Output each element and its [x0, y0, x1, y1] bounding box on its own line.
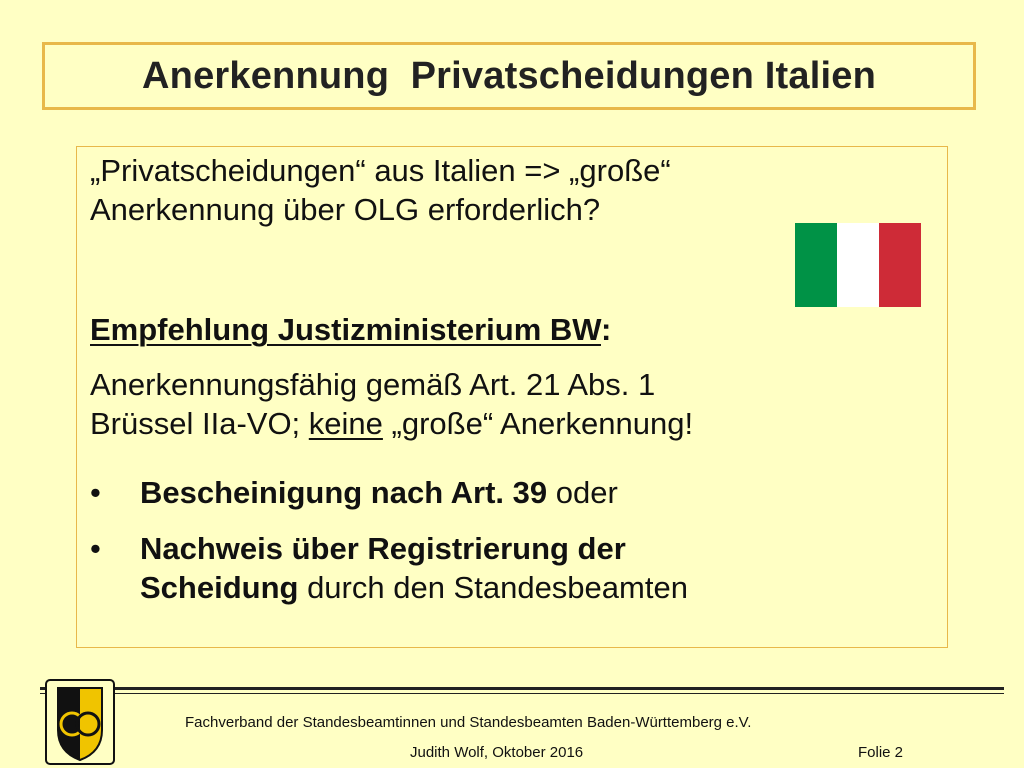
- bullet-1-normal: oder: [547, 475, 618, 510]
- bullet-item-1: [140, 473, 618, 512]
- bullet-2-normal: durch den Standesbeamten: [298, 570, 688, 605]
- title-box: [42, 42, 976, 110]
- recommendation-heading: [90, 310, 611, 349]
- question-line-2: Anerkennung über OLG erforderlich?: [90, 192, 601, 227]
- footer-author-date: Judith Wolf, Oktober 2016: [410, 744, 584, 761]
- bullet-marker-2: •: [90, 531, 101, 566]
- statement-keine: keine: [308, 406, 383, 441]
- statement-line-2: [90, 404, 693, 443]
- bullet-item-2: [140, 529, 688, 607]
- statement-paragraph: [90, 365, 693, 443]
- slide-title: Anerkennung Privatscheidungen Italien: [142, 54, 876, 97]
- recommendation-colon: :: [600, 312, 612, 347]
- content-box: [76, 146, 948, 648]
- bullet-2-line-2: [140, 568, 688, 607]
- recommendation-heading-text: Empfehlung Justizministerium BW: [90, 312, 601, 347]
- question-paragraph: [90, 151, 671, 229]
- italian-flag-icon: [795, 223, 921, 307]
- footer-divider-thick: [40, 687, 1004, 690]
- statement-line-1: Anerkennungsfähig gemäß Art. 21 Abs. 1: [90, 367, 656, 402]
- association-logo-icon: [44, 678, 116, 766]
- footer-divider-thin: [40, 693, 1004, 694]
- statement-suffix: „große“ Anerkennung!: [382, 406, 694, 441]
- bullet-2-line-1: Nachweis über Registrierung der: [140, 531, 626, 566]
- bullet-marker-1: •: [90, 475, 101, 510]
- footer-organization: Fachverband der Standesbeamtinnen und Standesbeamten Baden-Württemberg e.V.: [185, 714, 752, 731]
- footer-slide-number: Folie 2: [858, 744, 904, 761]
- statement-prefix: Brüssel IIa-VO;: [90, 406, 309, 441]
- bullet-1-bold: Bescheinigung nach Art. 39: [140, 475, 548, 510]
- bullet-2-bold: Scheidung: [140, 570, 299, 605]
- flag-green-stripe: [795, 223, 837, 307]
- flag-white-stripe: [837, 223, 879, 307]
- question-line-1: „Privatscheidungen“ aus Italien => „große“: [90, 153, 671, 188]
- flag-red-stripe: [879, 223, 921, 307]
